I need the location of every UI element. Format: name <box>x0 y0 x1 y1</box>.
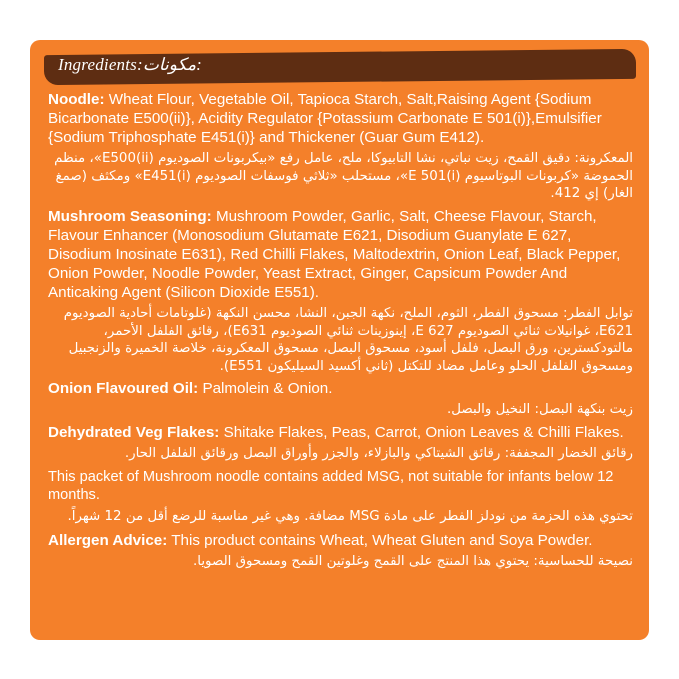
msg-note-ar: تحتوي هذه الحزمة من نودلز الفطر على مادة MSG مضافة. وهي غير مناسبة للرضع أقل من 12 شهراً. <box>67 508 633 524</box>
section-onion-oil-label: Onion Flavoured Oil: <box>48 380 199 398</box>
section-mushroom-seasoning-text: Mushroom Powder, Garlic, Salt, Cheese Flavour, Starch, Flavour Enhancer (Monosodium Glutamate E621, Disodium Guanylate E 627, Disodium Inosinate E631), Red Chilli Flakes, Maltodextrin, Onion Leaf, Black Pepper, Onion Powder, Noodle Powder, Yeast Extract, Ginger, Capsicum Powder And Anticaking Agent (Silicon Dioxide E551). <box>48 207 621 302</box>
ingredients-header <box>30 50 649 84</box>
ingredients-panel <box>30 40 649 640</box>
section-mushroom-seasoning-en <box>48 207 633 303</box>
allergen-advice-en <box>48 531 633 550</box>
section-onion-oil-ar: زيت بنكهة البصل: النخيل والبصل. <box>447 402 633 418</box>
msg-note <box>48 468 633 525</box>
ingredients-content <box>30 86 649 583</box>
section-noodle-label: Noodle: <box>48 91 105 108</box>
section-noodle <box>48 90 633 203</box>
msg-note-en: This packet of Mushroom noodle contains added MSG, not suitable for infants below 12 months. <box>48 469 614 504</box>
header-title-en: Ingredients: <box>58 55 143 74</box>
header-title <box>58 55 202 75</box>
section-mushroom-seasoning-ar: توابل الفطر: مسحوق الفطر، الثوم، الملح، نكهة الجبن، النشا، محسن النكهة (غلوتامات أحادية الصوديوم E621، غوانيلات ثنائي الصوديوم E 627، إينوزينات ثنائي الصوديوم E631)، رقائق الفلفل الأحمر، مالتودكسترين، ورق البصل، فلفل أسود، مسحوق البصل، مسحوق المعكرونة، خلاصة الخميرة والزنجبيل ومسحوق الفلفل الحلو وعامل مضاد للتكتل (ثاني أكسيد السيليكون E551). <box>63 306 633 374</box>
section-veg-flakes <box>48 423 633 463</box>
section-onion-oil-en <box>48 379 633 398</box>
allergen-advice-label: Allergen Advice: <box>48 532 168 550</box>
section-mushroom-seasoning-label: Mushroom Seasoning: <box>48 207 212 225</box>
allergen-advice-ar: نصيحة للحساسية: يحتوي هذا المنتج على القمح وغلوتين القمح ومسحوق الصويا. <box>192 554 633 570</box>
section-onion-oil-text: Palmolein & Onion. <box>202 380 333 398</box>
section-noodle-text: Wheat Flour, Vegetable Oil, Tapioca Starch, Salt,Raising Agent {Sodium Bicarbonate E500(ii)}, Acidity Regulator {Potassium Carbonate E 501(i)},Emulsifier {Sodium Triphosphate E451(i)} and Thickener (Guar Gum E412). <box>48 91 602 147</box>
section-noodle-en <box>48 90 633 147</box>
section-mushroom-seasoning <box>48 207 633 375</box>
header-title-ar: مكونات: <box>142 55 202 74</box>
section-noodle-ar: المعكرونة: دقيق القمح، زيت نباتي، نشا التابيوكا، ملح، عامل رفع «بيكربونات الصوديوم E500(ii)»، منظم الحموضة «كربونات البوتاسيوم E 501(i)»، مستحلب «ثلاثي فوسفات الصوديوم E451(i)» ومكثف (صمغ الغار) إي 412. <box>54 151 633 202</box>
section-veg-flakes-label: Dehydrated Veg Flakes: <box>48 423 220 441</box>
section-veg-flakes-ar: رقائق الخضار المجففة: رقائق الشيتاكي والبازلاء، والجزر وأوراق البصل ورقائق الفلفل الحار. <box>124 445 633 461</box>
allergen-advice-text: This product contains Wheat, Wheat Gluten and Soya Powder. <box>171 532 593 550</box>
allergen-advice <box>48 531 633 571</box>
section-veg-flakes-text: Shitake Flakes, Peas, Carrot, Onion Leaves & Chilli Flakes. <box>223 423 624 441</box>
section-veg-flakes-en <box>48 423 633 442</box>
section-onion-oil <box>48 379 633 419</box>
